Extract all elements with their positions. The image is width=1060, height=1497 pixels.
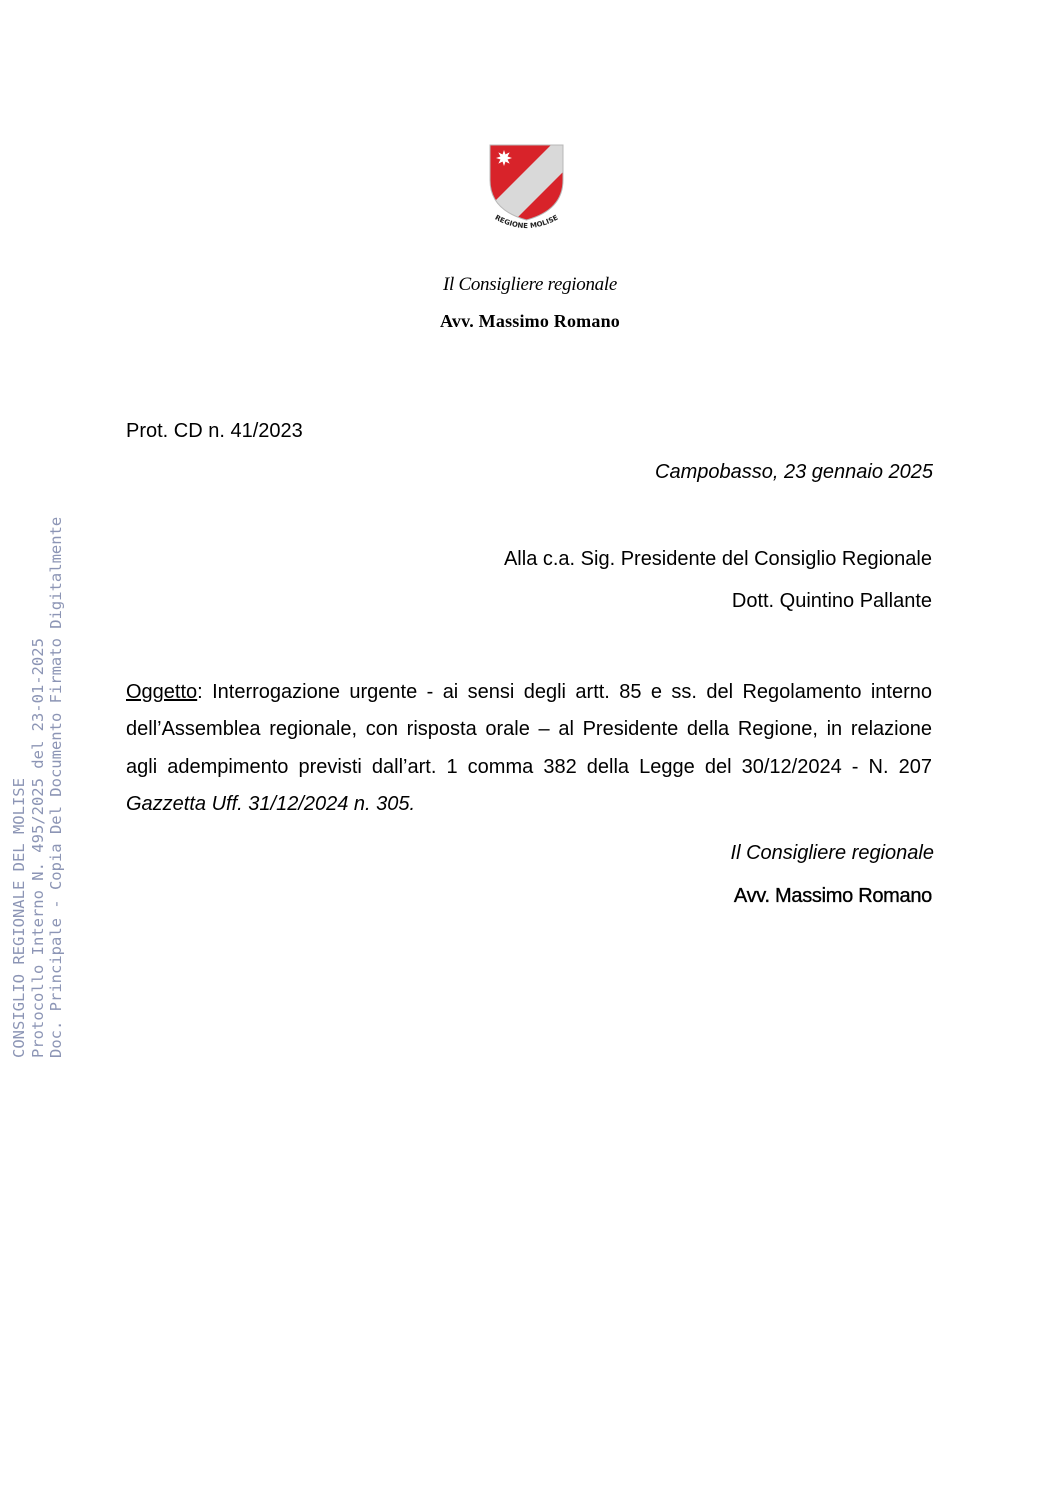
signature-role: Il Consigliere regionale [730,842,934,864]
subject-gazette-reference: Gazzetta Uff. 31/12/2024 n. 305. [126,792,416,815]
watermark-line-1: CONSIGLIO REGIONALE DEL MOLISE [10,778,28,1058]
protocol-watermark [10,517,66,1058]
recipient-name: Dott. Quintino Pallante [731,590,932,612]
protocol-number: Prot. CD n. 41/2023 [126,420,303,442]
subject-label: Oggetto [126,681,198,703]
recipient-title: Alla c.a. Sig. Presidente del Consiglio Regionale [503,548,932,570]
subject-paragraph [126,674,932,823]
subject-text: : Interrogazione urgente - ai sensi degli artt. 85 e ss. del Regolamento interno dell’Assemblea regionale, con risposta orale – al Presidente della Regione, in relazione agli adempimento previsti dall’art. 1 comma 382 della Legge del 30/12/2024 - N. 207 [126,681,932,778]
watermark-line-2: Protocollo Interno N. 495/2025 del 23-01-2025 [28,638,47,1058]
coat-of-arms-icon [483,140,573,240]
regione-molise-logo [483,140,573,240]
signature-name: Avv. Massimo Romano [733,885,932,907]
header-name: Avv. Massimo Romano [440,311,620,331]
logo-caption: REGIONE MOLISE [493,213,560,231]
header-role: Il Consigliere regionale [443,274,617,295]
watermark-line-3: Doc. Principale - Copia Del Documento Firmato Digitalmente [47,516,65,1058]
letter-date: Campobasso, 23 gennaio 2025 [655,461,933,483]
